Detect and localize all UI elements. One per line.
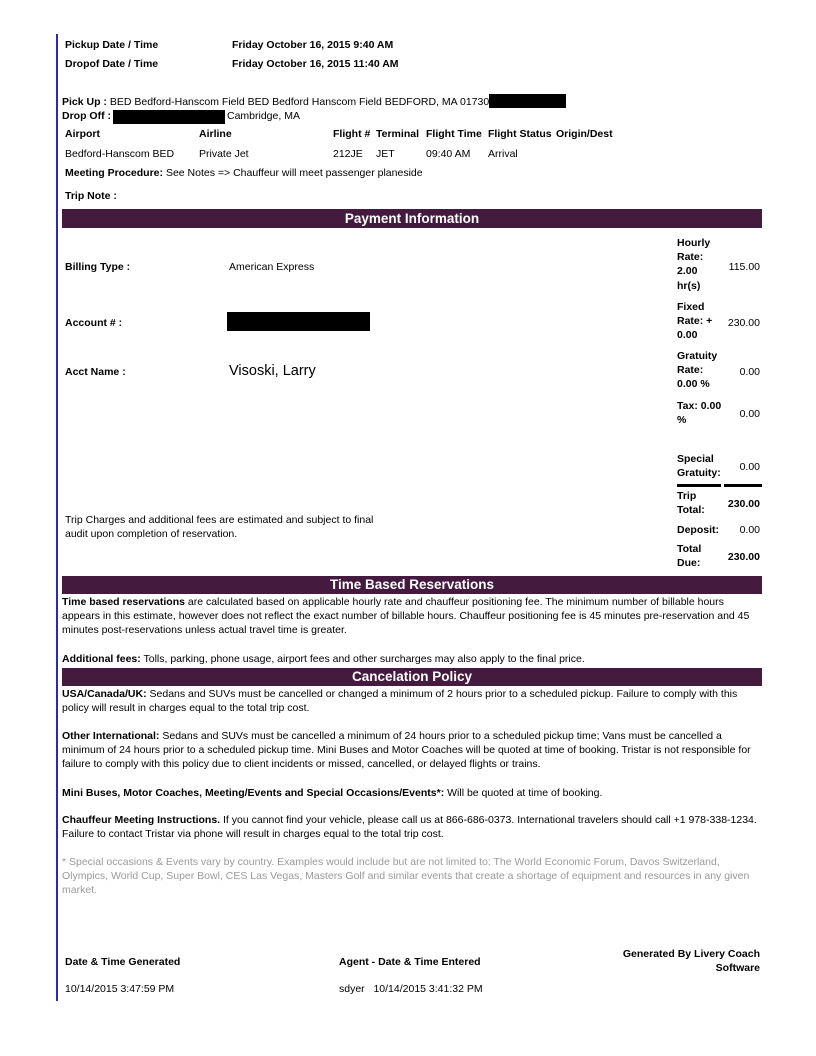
other-international-lead: Other International: (62, 730, 160, 742)
flight-cell-flight-time: 09:40 AM (426, 148, 471, 160)
total-due-value: 230.00 (727, 551, 760, 563)
tax-value: 0.00 (739, 408, 760, 420)
chauffeur-meeting-paragraph (62, 813, 762, 841)
flight-header-origin-dest: Origin/Dest (556, 128, 613, 140)
agent-entered-label: Agent - Date & Time Entered (339, 956, 481, 968)
tax-label: Tax: 0.00 % (677, 400, 722, 427)
date-generated-value: 10/14/2015 3:47:59 PM (65, 983, 175, 995)
other-international-text: Sedans and SUVs must be cancelled a minimum of 24 hours prior to a scheduled pickup time; Vans must be cancelled a minimum of 24 hours prior to a scheduled pickup time. Mini Buses and Motor Coaches will be quoted at time of booking. Tristar is not responsible for failure to comply with this policy due to client incidents or missed, cancelled, or delayed flights or trains. (62, 730, 751, 771)
agent-entered-value (339, 982, 483, 996)
flight-header-flight-status: Flight Status (488, 128, 552, 140)
flight-cell-flight-status: Arrival (488, 148, 518, 160)
pickup-date-label: Pickup Date / Time (65, 39, 159, 51)
special-gratuity-value: 0.00 (739, 461, 760, 473)
trip-total-value: 230.00 (727, 498, 760, 510)
dropoff-address-value: Cambridge, MA (227, 110, 300, 122)
redacted-block (489, 94, 566, 108)
cancelation-section-header: Cancelation Policy (62, 668, 762, 686)
flight-cell-airline: Private Jet (199, 148, 249, 160)
chauffeur-meeting-lead: Chauffeur Meeting Instructions. (62, 814, 221, 826)
flight-header-terminal: Terminal (376, 128, 419, 140)
time-based-lead: Time based reservations (62, 596, 185, 608)
meeting-procedure-text: See Notes => Chauffeur will meet passenger planeside (165, 167, 423, 179)
total-divider (724, 484, 762, 487)
date-generated-label: Date & Time Generated (65, 956, 181, 968)
acct-name-label: Acct Name : (65, 366, 126, 378)
flight-cell-airport: Bedford-Hanscom BED (65, 148, 175, 160)
usa-canada-uk-paragraph (62, 687, 762, 715)
flight-header-airline: Airline (199, 128, 232, 140)
mini-buses-text: Will be quoted at time of booking. (444, 787, 603, 799)
redacted-block (113, 110, 225, 124)
gratuity-rate-label: Gratuity Rate: 0.00 % (677, 350, 718, 391)
time-based-section-header: Time Based Reservations (62, 576, 762, 594)
flight-header-airport: Airport (65, 128, 100, 140)
hourly-rate-value: 115.00 (728, 261, 760, 273)
acct-name-value: Visoski, Larry (229, 363, 316, 379)
payment-section-header: Payment Information (62, 209, 762, 228)
total-due-label: Total Due: (677, 543, 702, 570)
special-occasions-footnote: * Special occasions & Events vary by country. Examples would include but are not limited to: The World Economic Forum, Davos Switzerland, Olympics, World Cup, Super Bowl, CES Las Vegas, Masters Golf and similar events that create a shortage of equipment and resources in any given market. (62, 856, 750, 897)
deposit-label: Deposit: (677, 524, 719, 536)
trip-total-label: Trip Total: (677, 490, 705, 517)
time-based-text: are calculated based on applicable hourly rate and chauffeur positioning fee. The minimum number of billable hours appears in this estimate, however does not reflect the exact number of billable hours. Chauffeur positioning fee is 45 minutes pre-reservation and 45 minutes post-reservations unless actual travel time is greater. (62, 596, 750, 637)
left-margin-rule (56, 34, 58, 1001)
additional-fees-lead: Additional fees: (62, 653, 141, 665)
flight-cell-flight-number: 212JE (333, 148, 363, 160)
pickup-address-label: Pick Up : (62, 96, 107, 108)
flight-header-flight-time: Flight Time (426, 128, 482, 140)
fixed-rate-value: 230.00 (727, 317, 760, 329)
chauffeur-meeting-text: If you cannot find your vehicle, please call us at 866-686-0373. International travelers should call +1 978-338-1234. Failure to contact Tristar via phone will result in charges equal to the total trip cost. (62, 814, 757, 841)
meeting-procedure (65, 166, 423, 180)
total-divider (677, 484, 721, 487)
flight-header-flight-number: Flight # (333, 128, 371, 140)
deposit-value: 0.00 (739, 524, 760, 536)
account-number-label: Account # : (65, 317, 123, 329)
time-based-paragraph (62, 595, 762, 638)
pickup-address-value: BED Bedford-Hanscom Field BED Bedford Hanscom Field BEDFORD, MA 01730 (109, 96, 490, 108)
usa-canada-uk-lead: USA/Canada/UK: (62, 688, 147, 700)
fixed-rate-label: Fixed Rate: + 0.00 (677, 301, 713, 342)
pickup-date-value: Friday October 16, 2015 9:40 AM (232, 39, 394, 51)
billing-type-value: American Express (229, 261, 315, 273)
meeting-procedure-label: Meeting Procedure: (65, 167, 164, 179)
other-international-paragraph (62, 729, 762, 772)
additional-fees-paragraph (62, 652, 762, 666)
usa-canada-uk-text: Sedans and SUVs must be cancelled or changed a minimum of 2 hours prior to a scheduled pickup. Failure to comply with this policy will result in charges equal to the total trip cost. (62, 688, 738, 715)
additional-fees-text: Tolls, parking, phone usage, airport fees and other surcharges may also apply to the final price. (140, 653, 585, 665)
hourly-rate-label: Hourly Rate: 2.00 hr(s) (677, 237, 711, 292)
billing-type-label: Billing Type : (65, 261, 131, 273)
flight-cell-terminal: JET (376, 148, 395, 160)
trip-note-label: Trip Note : (65, 190, 117, 202)
dropoff-date-value: Friday October 16, 2015 11:40 AM (232, 58, 399, 70)
agent-entered-timestamp: 10/14/2015 3:41:32 PM (373, 983, 483, 995)
dropoff-address-label: Drop Off : (62, 110, 111, 122)
mini-buses-lead: Mini Buses, Motor Coaches, Meeting/Events and Special Occasions/Events*: (62, 787, 445, 799)
software-credit: Generated By Livery Coach Software (622, 948, 760, 975)
pickup-address (62, 95, 489, 109)
dropoff-date-label: Dropof Date / Time (65, 58, 159, 70)
special-gratuity-label: Special Gratuity: (677, 453, 721, 480)
charges-disclaimer: Trip Charges and additional fees are estimated and subject to final audit upon completion of reservation. (65, 514, 374, 541)
redacted-block (227, 312, 370, 331)
agent-name: sdyer (339, 983, 365, 995)
gratuity-rate-value: 0.00 (739, 366, 760, 378)
mini-buses-paragraph (62, 786, 762, 800)
